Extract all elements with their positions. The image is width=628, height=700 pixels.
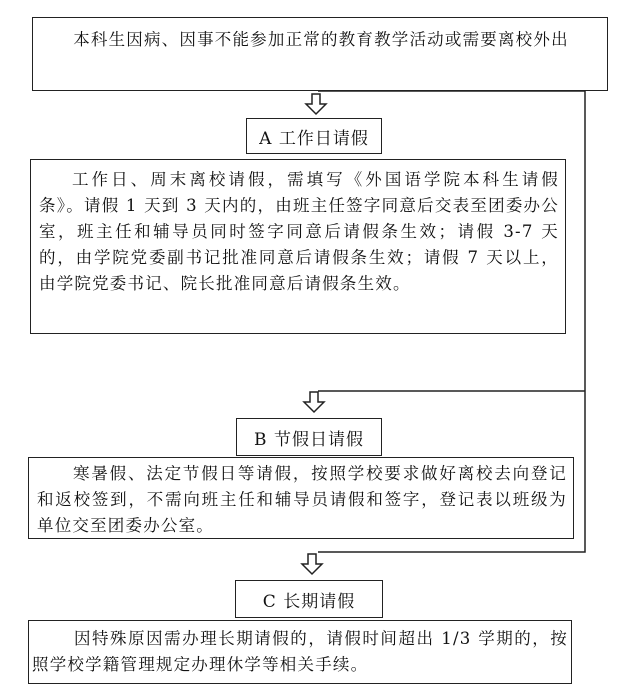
arrow-down-icon <box>304 392 324 412</box>
section-b-title <box>236 418 382 456</box>
section-a-body <box>30 159 566 334</box>
section-c-body-text: 因特殊原因需办理长期请假的，请假时间超出 1/3 学期的，按照学校学籍管理规定办理休学等相关手续。 <box>32 629 568 674</box>
section-a-title <box>246 118 382 154</box>
section-c-body <box>28 620 572 684</box>
section-b-body-text: 寒暑假、法定节假日等请假，按照学校要求做好离校去向登记和返校签到，不需向班主任和辅导员请假和签字，登记表以班级为单位交至团委办公室。 <box>37 464 567 535</box>
arrow-down-icon <box>302 554 322 574</box>
arrow-down-icon <box>306 94 326 114</box>
top-box-text: 本科生因病、因事不能参加正常的教育教学活动或需要离校外出 <box>73 30 569 49</box>
top-box <box>32 17 608 91</box>
section-a-body-text: 工作日、周末离校请假，需填写《外国语学院本科生请假条》。请假 1 天到 3 天内的，由班主任签字同意后交表至团委办公室，班主任和辅导员同时签字同意后请假条生效；请假 3-7 天的，由学院党委副书记批准同意后请假条生效；请假 7 天以上，由学院党委书记、院长批准同意后请假条生效。 <box>39 170 559 293</box>
section-b-body <box>28 457 574 539</box>
section-c-title-text: C 长期请假 <box>262 591 356 612</box>
section-a-title-text: A 工作日请假 <box>259 128 369 149</box>
section-c-title <box>235 580 383 618</box>
section-b-title-text: B 节假日请假 <box>254 429 364 450</box>
